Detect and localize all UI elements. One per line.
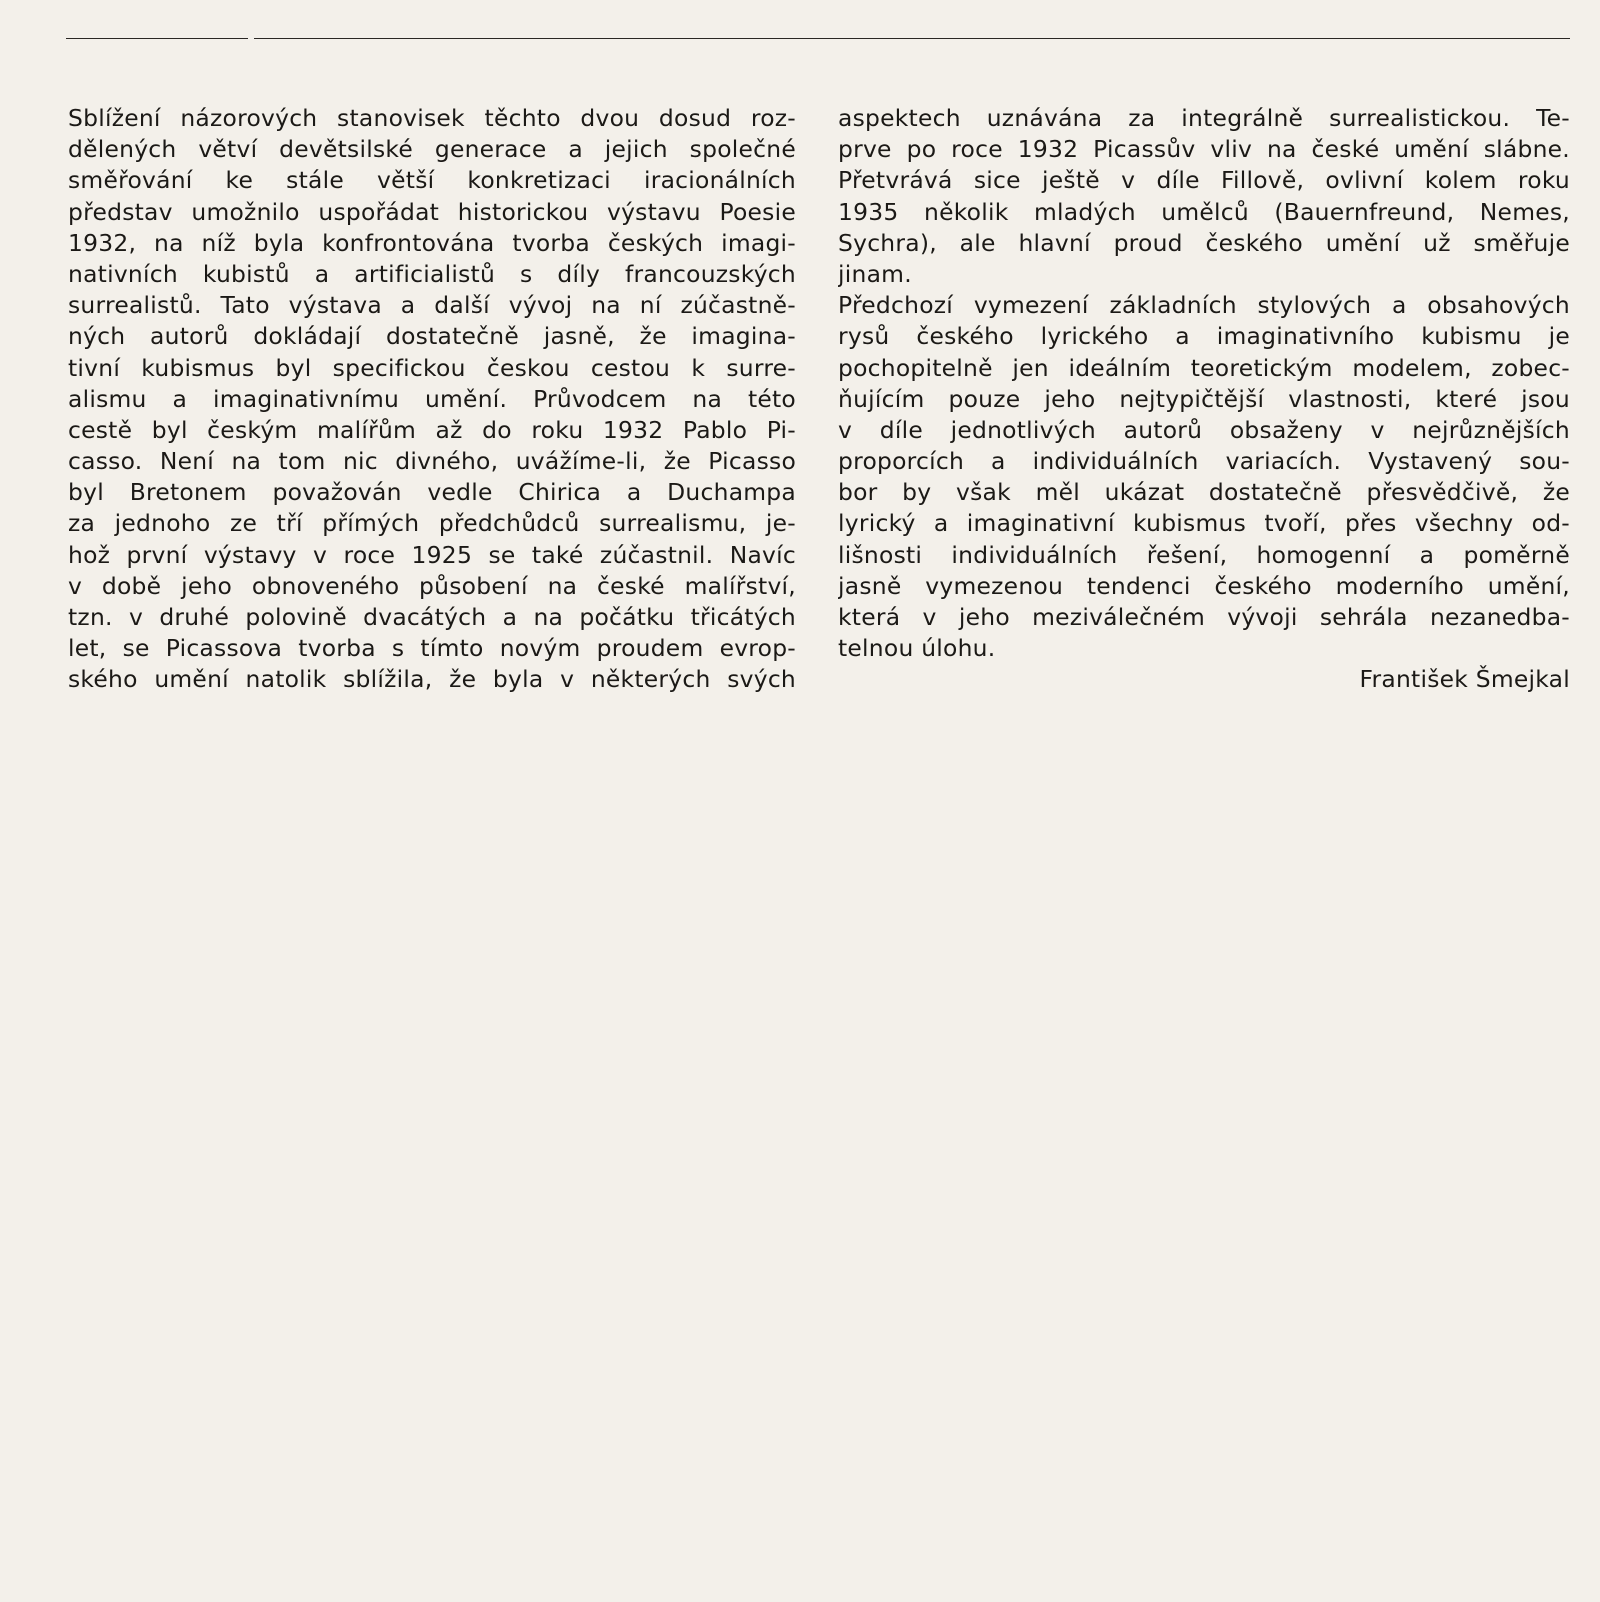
- text-line: Přetvrává sice ještě v díle Fillově, ovlivní kolem roku: [838, 166, 1570, 195]
- text-line: 1932, na níž byla konfrontována tvorba českých imagi-: [68, 228, 796, 257]
- text-line: lyrický a imaginativní kubismus tvoří, přes všechny od-: [838, 509, 1570, 538]
- text-line: Sychra), ale hlavní proud českého umění už směřuje: [838, 228, 1570, 257]
- text-line: v díle jednotlivých autorů obsaženy v nejrůznějších: [838, 415, 1570, 444]
- text-line: směřování ke stále větší konkretizaci iracionálních: [68, 166, 796, 195]
- text-line: jasně vymezenou tendenci českého moderního umění,: [838, 571, 1570, 600]
- text-line: ňujícím pouze jeho nejtypičtější vlastnosti, které jsou: [838, 384, 1570, 413]
- text-line: tivní kubismus byl specifickou českou cestou k surre-: [68, 353, 796, 382]
- text-line: let, se Picassova tvorba s tímto novým proudem evrop-: [68, 634, 796, 663]
- text-line: pochopitelně jen ideálním teoretickým modelem, zobec-: [838, 353, 1570, 382]
- text-column-left: [68, 103, 796, 696]
- text-line: jinam.: [838, 259, 912, 288]
- text-line: nativních kubistů a artificialistů s díly francouzských: [68, 259, 796, 288]
- text-column-right: [838, 103, 1570, 696]
- text-line: prve po roce 1932 Picassův vliv na české umění slábne.: [838, 135, 1570, 164]
- text-line: casso. Není na tom nic divného, uvážíme-li, že Picasso: [68, 447, 796, 476]
- text-line: za jednoho ze tří přímých předchůdců surrealismu, je-: [68, 509, 796, 538]
- text-line: ského umění natolik sblížila, že byla v některých svých: [68, 665, 796, 694]
- text-line: lišnosti individuálních řešení, homogenní a poměrně: [838, 540, 1570, 569]
- text-line: ných autorů dokládají dostatečně jasně, že imagina-: [68, 322, 796, 351]
- text-line: hož první výstavy v roce 1925 se také zúčastnil. Navíc: [68, 540, 796, 569]
- text-line: aspektech uznávána za integrálně surrealistickou. Te-: [838, 104, 1570, 132]
- text-line: Sblížení názorových stanovisek těchto dvou dosud roz-: [68, 104, 796, 132]
- text-line: která v jeho meziválečném vývoji sehrála nezanedba-: [838, 603, 1570, 631]
- text-line: proporcích a individuálních variacích. Vystavený sou-: [838, 447, 1570, 476]
- text-line: představ umožnilo uspořádat historickou výstavu Poesie: [68, 197, 796, 226]
- header-rule-gap: [248, 34, 254, 42]
- text-line: bor by však měl ukázat dostatečně přesvědčivě, že: [838, 478, 1570, 507]
- text-line: tzn. v druhé polovině dvacátých a na počátku třicátých: [68, 603, 796, 631]
- text-line: telnou úlohu.: [838, 634, 996, 663]
- text-line: byl Bretonem považován vedle Chirica a Duchampa: [68, 478, 796, 507]
- text-line: alismu a imaginativnímu umění. Průvodcem na této: [68, 384, 796, 413]
- text-line: cestě byl českým malířům až do roku 1932 Pablo Pi-: [68, 415, 796, 444]
- text-line: dělených větví devětsilské generace a jejich společné: [68, 135, 796, 164]
- author-signature: František Šmejkal: [1359, 665, 1570, 694]
- text-line: rysů českého lyrického a imaginativního kubismu je: [838, 322, 1570, 351]
- text-line: 1935 několik mladých umělců (Bauernfreund, Nemes,: [838, 197, 1570, 226]
- text-line: surrealistů. Tato výstava a další vývoj na ní zúčastně-: [68, 291, 796, 320]
- text-line: Předchozí vymezení základních stylových a obsahových: [838, 291, 1570, 320]
- header-rule: [66, 38, 1570, 39]
- text-line: v době jeho obnoveného působení na české malířství,: [68, 571, 796, 600]
